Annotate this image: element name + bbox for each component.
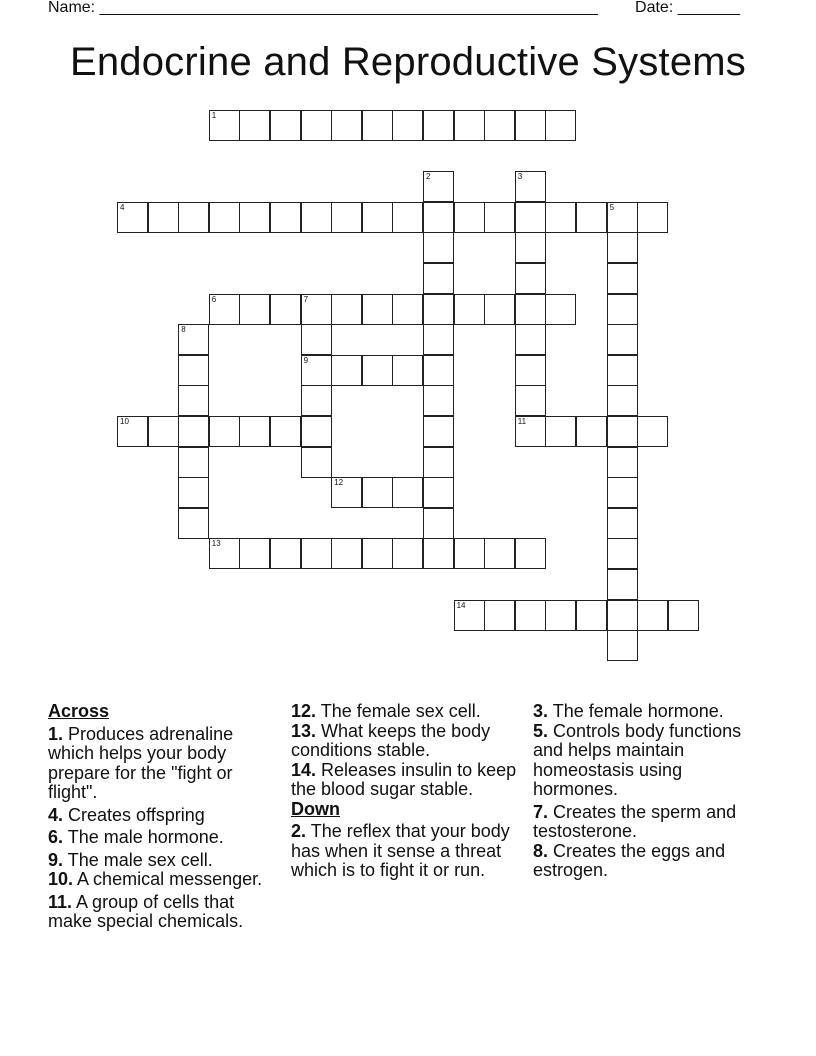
- clue-number: 4.: [48, 804, 64, 825]
- crossword-cell[interactable]: [607, 232, 638, 263]
- crossword-cell[interactable]: [270, 416, 301, 447]
- clue-column-3: [533, 702, 768, 884]
- crossword-cell[interactable]: [484, 538, 515, 569]
- crossword-cell[interactable]: [239, 110, 270, 141]
- crossword-cell[interactable]: [301, 538, 332, 569]
- crossword-cell[interactable]: [331, 110, 362, 141]
- crossword-cell[interactable]: [178, 355, 209, 386]
- crossword-cell[interactable]: [270, 110, 301, 141]
- clue-down-7: [533, 803, 768, 842]
- clue-across-6: [48, 828, 278, 848]
- crossword-cell[interactable]: [301, 110, 332, 141]
- crossword-cell[interactable]: [178, 477, 209, 508]
- clue-number: 2.: [291, 821, 307, 841]
- crossword-cell[interactable]: [270, 202, 301, 233]
- crossword-cell[interactable]: [301, 447, 332, 478]
- clue-number-label: 11: [517, 417, 527, 426]
- clue-number: 10.: [48, 869, 74, 889]
- crossword-cell[interactable]: [515, 294, 546, 325]
- crossword-cell[interactable]: [301, 385, 332, 416]
- crossword-cell[interactable]: [301, 294, 332, 325]
- clue-number: 6.: [48, 827, 64, 847]
- crossword-cell[interactable]: [392, 110, 423, 141]
- clue-number-label: 14: [456, 600, 466, 610]
- crossword-cell[interactable]: [362, 355, 393, 386]
- clue-text: Creates the sperm and testosterone.: [533, 801, 737, 841]
- crossword-cell[interactable]: [576, 600, 607, 631]
- crossword-cell[interactable]: [607, 508, 638, 539]
- crossword-cell[interactable]: [607, 355, 638, 386]
- clue-column-2: [291, 702, 523, 884]
- crossword-cell[interactable]: [392, 477, 423, 508]
- crossword-cell[interactable]: [545, 202, 576, 233]
- crossword-cell[interactable]: [209, 294, 240, 325]
- crossword-cell[interactable]: [484, 202, 515, 233]
- clue-number-label: 7: [303, 294, 309, 304]
- crossword-cell[interactable]: [301, 416, 332, 447]
- crossword-cell[interactable]: [515, 324, 546, 355]
- clue-number-label: 5: [609, 202, 615, 212]
- crossword-cell[interactable]: [576, 416, 607, 447]
- crossword-cell[interactable]: [607, 538, 638, 569]
- across-heading: Across: [48, 701, 110, 721]
- crossword-cell[interactable]: [362, 538, 393, 569]
- crossword-cell[interactable]: [545, 110, 576, 141]
- clue-number-label: 8: [181, 325, 186, 335]
- crossword-cell[interactable]: [607, 263, 638, 294]
- crossword-cell[interactable]: [454, 202, 485, 233]
- clue-number: 12.: [291, 701, 317, 721]
- crossword-cell[interactable]: [607, 294, 638, 325]
- clue-text: Creates the eggs and estrogen.: [533, 840, 726, 880]
- name-field[interactable]: Name: ________________________________________________________: [48, 0, 598, 16]
- clue-text: The male sex cell.: [67, 849, 213, 870]
- crossword-cell[interactable]: [637, 600, 668, 631]
- crossword-cell[interactable]: [423, 324, 454, 355]
- crossword-cell[interactable]: [270, 538, 301, 569]
- clue-across-4: [48, 806, 278, 826]
- crossword-cell[interactable]: [209, 416, 240, 447]
- crossword-cell[interactable]: [607, 202, 638, 233]
- crossword-cell[interactable]: [301, 202, 332, 233]
- clue-text: What keeps the body conditions stable.: [291, 720, 491, 760]
- crossword-cell[interactable]: [209, 538, 240, 569]
- crossword-cell[interactable]: [607, 416, 638, 447]
- clue-across-1: [48, 725, 278, 803]
- crossword-cell[interactable]: [239, 202, 270, 233]
- clue-number: 9.: [48, 849, 64, 870]
- crossword-cell[interactable]: [423, 171, 454, 202]
- clue-text: The female hormone.: [552, 701, 724, 721]
- crossword-cell[interactable]: [484, 110, 515, 141]
- clue-across-13: [291, 722, 523, 761]
- crossword-cell[interactable]: [637, 416, 668, 447]
- clue-text: Creates offspring: [68, 804, 205, 825]
- clue-down-8: [533, 842, 768, 881]
- crossword-cell[interactable]: [178, 416, 209, 447]
- clue-number-label: 9: [303, 355, 309, 365]
- crossword-cell[interactable]: [484, 600, 515, 631]
- crossword-cell[interactable]: [423, 232, 454, 263]
- crossword-cell[interactable]: [178, 324, 209, 355]
- clue-column-1: [48, 702, 278, 935]
- crossword-cell[interactable]: [423, 263, 454, 294]
- clue-down-3: [533, 702, 768, 722]
- clue-text: The reflex that your body has when it sense a threat which is to fight it or run.: [291, 821, 510, 880]
- crossword-cell[interactable]: [423, 355, 454, 386]
- clue-number-label: 2: [426, 172, 431, 182]
- crossword-cell[interactable]: [515, 416, 546, 447]
- page-title: Endocrine and Reproductive Systems: [69, 40, 747, 84]
- crossword-cell[interactable]: [117, 202, 148, 233]
- crossword-cell[interactable]: [392, 202, 423, 233]
- crossword-cell[interactable]: [362, 294, 393, 325]
- clue-number-label: 3: [517, 172, 523, 182]
- crossword-cell[interactable]: [515, 385, 546, 416]
- crossword-cell[interactable]: [515, 232, 546, 263]
- crossword-cell[interactable]: [392, 355, 423, 386]
- clue-text: A chemical messenger.: [77, 869, 263, 889]
- crossword-cell[interactable]: [423, 416, 454, 447]
- clue-text: Controls body functions and helps maintain homeostasis using hormones.: [533, 720, 742, 799]
- crossword-cell[interactable]: [423, 508, 454, 539]
- crossword-cell[interactable]: [515, 263, 546, 294]
- clue-across-12: [291, 702, 523, 722]
- crossword-cell[interactable]: [423, 538, 454, 569]
- clue-number: 5.: [533, 720, 549, 741]
- crossword-cell[interactable]: [239, 538, 270, 569]
- crossword-cell[interactable]: [454, 600, 485, 631]
- crossword-cell[interactable]: [515, 171, 546, 202]
- date-field[interactable]: Date: _______: [635, 0, 740, 16]
- crossword-cell[interactable]: [331, 477, 362, 508]
- clue-text: The female sex cell.: [320, 701, 481, 721]
- clue-number: 1.: [48, 723, 64, 744]
- clue-number-label: 1: [211, 111, 217, 120]
- crossword-cell[interactable]: [423, 202, 454, 233]
- crossword-cell[interactable]: [515, 600, 546, 631]
- clue-down-5: [533, 722, 768, 800]
- clue-text: The male hormone.: [67, 827, 224, 847]
- clue-number: 13.: [291, 720, 317, 741]
- crossword-cell[interactable]: [331, 355, 362, 386]
- crossword-cell[interactable]: [607, 447, 638, 478]
- crossword-cell[interactable]: [484, 294, 515, 325]
- crossword-cell[interactable]: [239, 416, 270, 447]
- crossword-cell[interactable]: [668, 600, 699, 631]
- clue-number: 8.: [533, 840, 549, 861]
- clue-across-9: [48, 851, 278, 871]
- crossword-cell[interactable]: [301, 355, 332, 386]
- crossword-cell[interactable]: [331, 538, 362, 569]
- clue-number: 7.: [533, 801, 549, 822]
- crossword-cell[interactable]: [362, 477, 393, 508]
- clue-text: Produces adrenaline which helps your body prepare for the "fight or flight".: [48, 723, 234, 802]
- crossword-cell[interactable]: [607, 630, 638, 661]
- clue-text: A group of cells that make special chemicals.: [48, 891, 244, 931]
- crossword-cell[interactable]: [423, 385, 454, 416]
- crossword-cell[interactable]: [576, 202, 607, 233]
- clue-across-10: [48, 870, 278, 890]
- crossword-cell[interactable]: [209, 202, 240, 233]
- crossword-cell[interactable]: [178, 508, 209, 539]
- crossword-cell[interactable]: [515, 202, 546, 233]
- clue-number-label: 13: [211, 539, 221, 549]
- crossword-cell[interactable]: [515, 355, 546, 386]
- crossword-cell[interactable]: [148, 202, 179, 233]
- crossword-cell[interactable]: [209, 110, 240, 141]
- crossword-cell[interactable]: [607, 600, 638, 631]
- down-heading: Down: [291, 798, 340, 819]
- crossword-cell[interactable]: [637, 202, 668, 233]
- crossword-cell[interactable]: [178, 447, 209, 478]
- crossword-cell[interactable]: [239, 294, 270, 325]
- clue-text: Releases insulin to keep the blood sugar stable.: [291, 759, 517, 799]
- clue-across-14: [291, 761, 523, 800]
- clue-number: 3.: [533, 701, 549, 721]
- crossword-cell[interactable]: [515, 538, 546, 569]
- crossword-cell[interactable]: [454, 294, 485, 325]
- clue-number: 11.: [48, 891, 73, 912]
- crossword-cell[interactable]: [331, 202, 362, 233]
- crossword-cell[interactable]: [423, 447, 454, 478]
- clue-number-label: 6: [211, 294, 217, 304]
- crossword-cell[interactable]: [392, 294, 423, 325]
- crossword-cell[interactable]: [178, 202, 209, 233]
- clue-number-label: 10: [120, 417, 129, 426]
- crossword-cell[interactable]: [362, 202, 393, 233]
- clue-across-11: [48, 893, 278, 932]
- crossword-cell[interactable]: [545, 600, 576, 631]
- crossword-cell[interactable]: [178, 385, 209, 416]
- crossword-cell[interactable]: [607, 477, 638, 508]
- crossword-cell[interactable]: [545, 416, 576, 447]
- crossword-cell[interactable]: [362, 110, 393, 141]
- clue-down-2: [291, 822, 523, 881]
- crossword-cell[interactable]: [545, 294, 576, 325]
- crossword-cell[interactable]: [423, 294, 454, 325]
- clue-number: 14.: [291, 759, 317, 780]
- crossword-cell[interactable]: [607, 385, 638, 416]
- crossword-cell[interactable]: [392, 538, 423, 569]
- crossword-cell[interactable]: [423, 110, 454, 141]
- crossword-cell[interactable]: [607, 324, 638, 355]
- crossword-cell[interactable]: [270, 294, 301, 325]
- crossword-cell[interactable]: [148, 416, 179, 447]
- clue-number-label: 12: [334, 478, 344, 488]
- crossword-cell[interactable]: [331, 294, 362, 325]
- crossword-cell[interactable]: [607, 569, 638, 600]
- crossword-cell[interactable]: [301, 324, 332, 355]
- crossword-cell[interactable]: [515, 110, 546, 141]
- crossword-cell[interactable]: [423, 477, 454, 508]
- crossword-cell[interactable]: [454, 538, 485, 569]
- clue-number-label: 4: [120, 202, 125, 212]
- crossword-cell[interactable]: [454, 110, 485, 141]
- crossword-cell[interactable]: [117, 416, 148, 447]
